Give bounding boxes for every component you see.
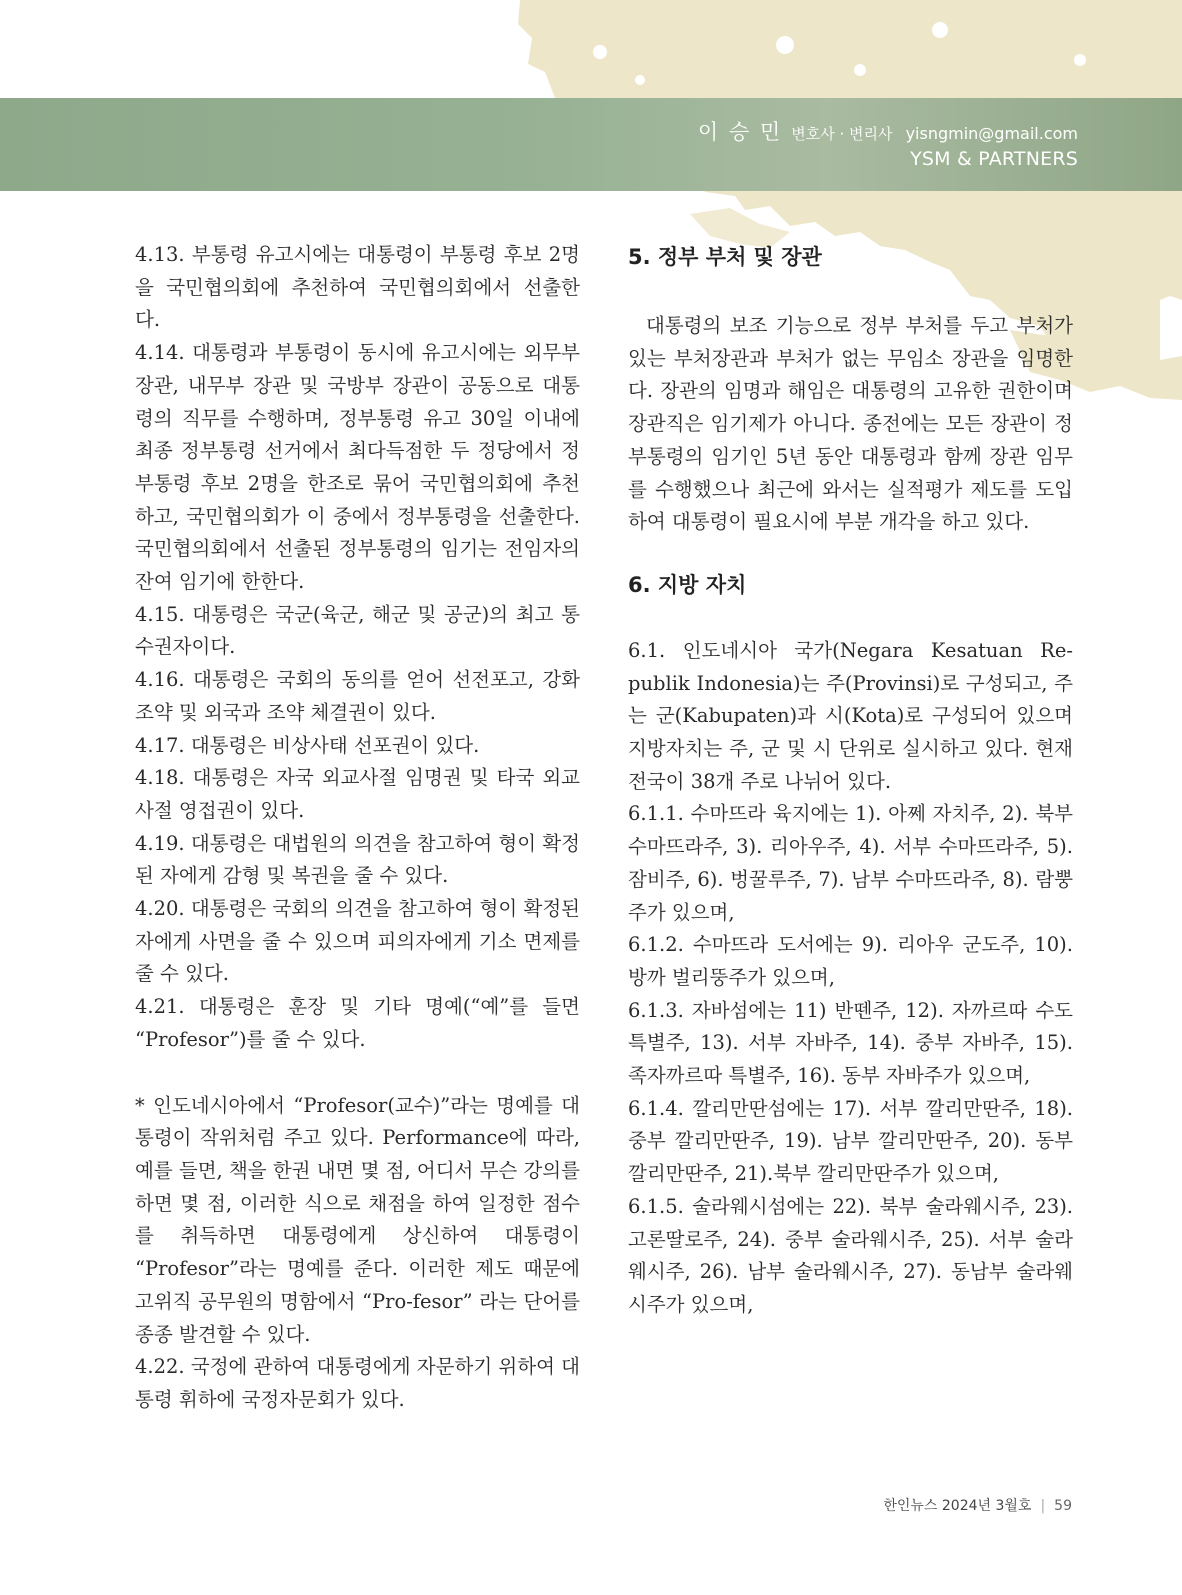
author-line [698,120,1078,146]
paragraph-6-1-3: 6.1.3. 자바섬에는 11) 반뗀주, 12). 자까르따 수도 특별주, 13). 서부 자바주, 14). 중부 자바주, 15). 족자까르따 특별주, 16). 동부 자바주가 있으며, [628,998,1073,1088]
page-footer [883,1495,1072,1515]
publication-name: 한인뉴스 2024년 3월호 [883,1498,1032,1514]
section-5-heading: 5. 정부 부처 및 장관 [628,245,822,269]
paragraph-4-14: 4.14. 대통령과 부통령이 동시에 유고시에는 외무부 장관, 내무부 장관 및 국방부 장관이 공동으로 대통령의 직무를 수행하며, 정부통령 유고 30일 이내에 최종 정부통령 선거에서 최다득점한 두 정당에서 정부통령 후보 2명을 한조로 묶어 국민협의회에 추천하고, 국민협의회가 이 중에서 정부통령을 선출한다. 국민협의회에서 선출된 정부통령의 임기는 전임자의 잔여 임기에 한한다. [135,341,580,594]
paragraph-6-1-2: 6.1.2. 수마뜨라 도서에는 9). 리아우 군도주, 10). 방까 벌리뚱주가 있으며, [628,933,1073,989]
footer-separator: | [1040,1498,1046,1514]
paragraph-4-15: 4.15. 대통령은 국군(육군, 해군 및 공군)의 최고 통수권자이다. [135,602,580,659]
paragraph-6-1-5: 6.1.5. 술라웨시섬에는 22). 북부 술라웨시주, 23). 고론딸로주, 24). 중부 술라웨시주, 25). 서부 술라웨시주, 26). 남부 술라웨시주, 27). 동남부 술라웨시주가 있으며, [628,1194,1073,1316]
paragraph-6-1-4: 6.1.4. 깔리만딴섬에는 17). 서부 깔리만딴주, 18). 중부 깔리만딴주, 19). 남부 깔리만딴주, 20). 동부 깔리만딴주, 21).북부 깔리만딴주가 있으며, [628,1096,1073,1186]
paragraph-4-18: 4.18. 대통령은 자국 외교사절 임명권 및 타국 외교사절 영접권이 있다. [135,766,580,822]
page-number: 59 [1054,1498,1072,1514]
paragraph-4-19: 4.19. 대통령은 대법원의 의견을 참고하여 형이 확정된 자에게 감형 및 복권을 줄 수 있다. [135,831,580,888]
section-5-body: 대통령의 보조 기능으로 정부 부처를 두고 부처가 있는 부처장관과 부처가 없는 무임소 장관을 임명한다. 장관의 임명과 해임은 대통령의 고유한 권한이며 장관직은 임기제가 아니다. 종전에는 모든 장관이 정부통령의 임기인 5년 동안 대통령과 함께 장관 임무를 수행했으나 최근에 와서는 실적평가 제도를 도입하여 대통령이 필요시에 부분 개각을 하고 있다. [628,314,1073,534]
author-title: 변호사 · 변리사 [791,125,893,143]
spacer [135,1057,580,1090]
paragraph-4-21: 4.21. 대통령은 훈장 및 기타 명예(“예”를 들면 “Profesor”)를 줄 수 있다. [135,995,580,1051]
paragraph-4-13: 4.13. 부통령 유고시에는 대통령이 부통령 후보 2명을 국민협의회에 추천하여 국민협의회에서 선출한다. [135,243,580,332]
author-email: yisngmin@gmail.com [905,124,1078,143]
firm-name: YSM & PARTNERS [910,148,1078,170]
paragraph-4-20: 4.20. 대통령은 국회의 의견을 참고하여 형이 확정된 자에게 사면을 줄 수 있으며 피의자에게 기소 면제를 줄 수 있다. [135,897,580,986]
spacer [628,539,1073,567]
section-6-heading: 6. 지방 자치 [628,572,747,597]
left-column [135,239,580,1417]
profesor-note: * 인도네시아에서 “Profesor(교수)”라는 명예를 대통령이 작위처럼 주고 있다. Performance에 따라, 예를 들면, 책을 한권 내면 몇 점, 어디서 무슨 강의를 하면 몇 점, 이러한 식으로 채점을 하여 일정한 점수를 취득하면 대통령에게 상신하여 대통령이 “Profesor”라는 명예를 준다. 이러한 제도 때문에 고위직 공무원의 명함에서 “Pro-fesor” 라는 단어를 종종 발견할 수 있다. [135,1093,580,1346]
right-column [628,239,1073,1322]
paragraph-4-16: 4.16. 대통령은 국회의 동의를 얻어 선전포고, 강화조약 및 외국과 조약 체결권이 있다. [135,668,580,724]
paragraph-6-1: 6.1. 인도네시아 국가(Negara Kesatuan Re-publik Indonesia)는 주(Provinsi)로 구성되고, 주는 군(Kabupaten)과 시(Kota)로 구성되어 있으며 지방자치는 주, 군 및 시 단위로 실시하고 있다. 현재 전국이 38개 주로 나뉘어 있다. [628,638,1073,793]
author-block [698,120,1078,172]
spacer [628,275,1073,310]
author-name: 이 승 민 [697,120,783,144]
paragraph-4-17: 4.17. 대통령은 비상사태 선포권이 있다. [135,733,480,757]
spacer [628,603,1073,635]
paragraph-4-22: 4.22. 국정에 관하여 대통령에게 자문하기 위하여 대통령 휘하에 국정자문회가 있다. [135,1355,580,1411]
paragraph-6-1-1: 6.1.1. 수마뜨라 육지에는 1). 아쩨 자치주, 2). 북부 수마뜨라주, 3). 리아우주, 4). 서부 수마뜨라주, 5). 잠비주, 6). 벙꿀루주, 7). 남부 수마뜨라주, 8). 람뿡주가 있으며, [628,802,1073,924]
